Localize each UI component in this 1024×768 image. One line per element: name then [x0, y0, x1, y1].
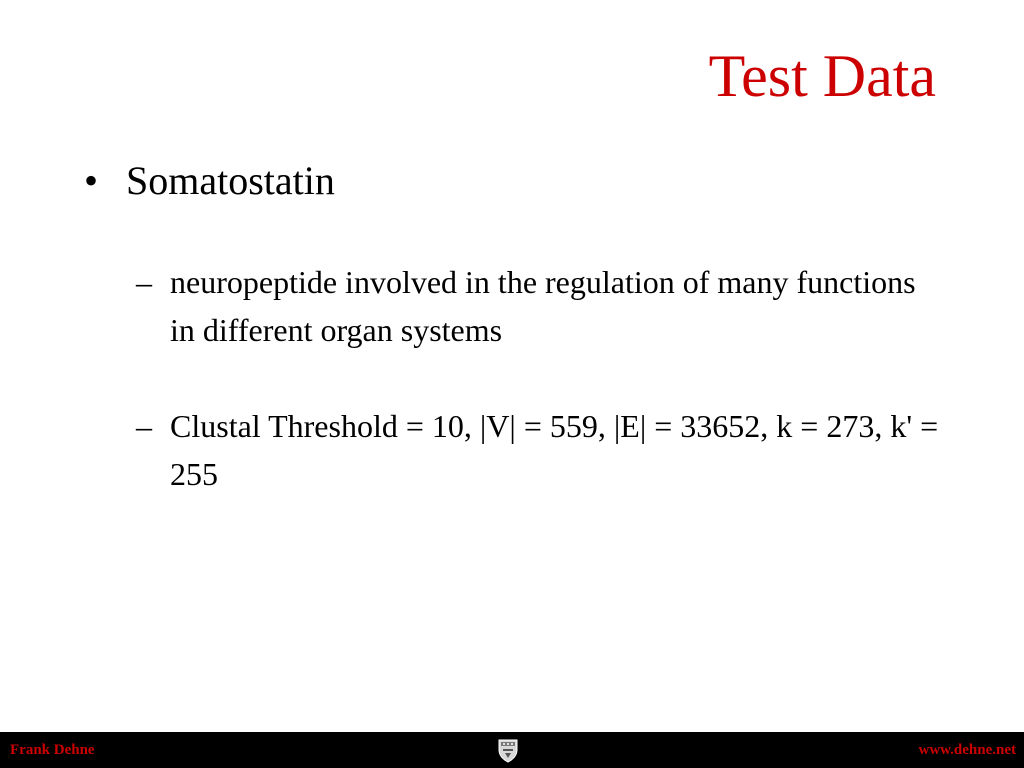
sub-bullet-item	[136, 402, 944, 498]
slide-content	[84, 156, 944, 546]
sub-bullet-item	[136, 258, 944, 354]
sub-bullet-marker: –	[136, 408, 152, 444]
sub-bullet-list	[136, 258, 944, 498]
footer-website: www.dehne.net	[918, 742, 1016, 758]
bullet-text: Somatostatin	[126, 158, 335, 203]
sub-bullet-marker: –	[136, 264, 152, 300]
sub-bullet-text: Clustal Threshold = 10, |V| = 559, |E| = 33652, k = 273, k' = 255	[170, 408, 939, 492]
footer-author: Frank Dehne	[10, 742, 95, 758]
slide-title: Test Data	[708, 43, 936, 109]
footer-bar	[0, 732, 1024, 768]
sub-bullet-text: neuropeptide involved in the regulation of many functions in different organ systems	[170, 264, 916, 348]
bullet-item	[84, 156, 944, 206]
university-crest-icon	[497, 737, 519, 763]
bullet-marker: •	[84, 158, 99, 203]
